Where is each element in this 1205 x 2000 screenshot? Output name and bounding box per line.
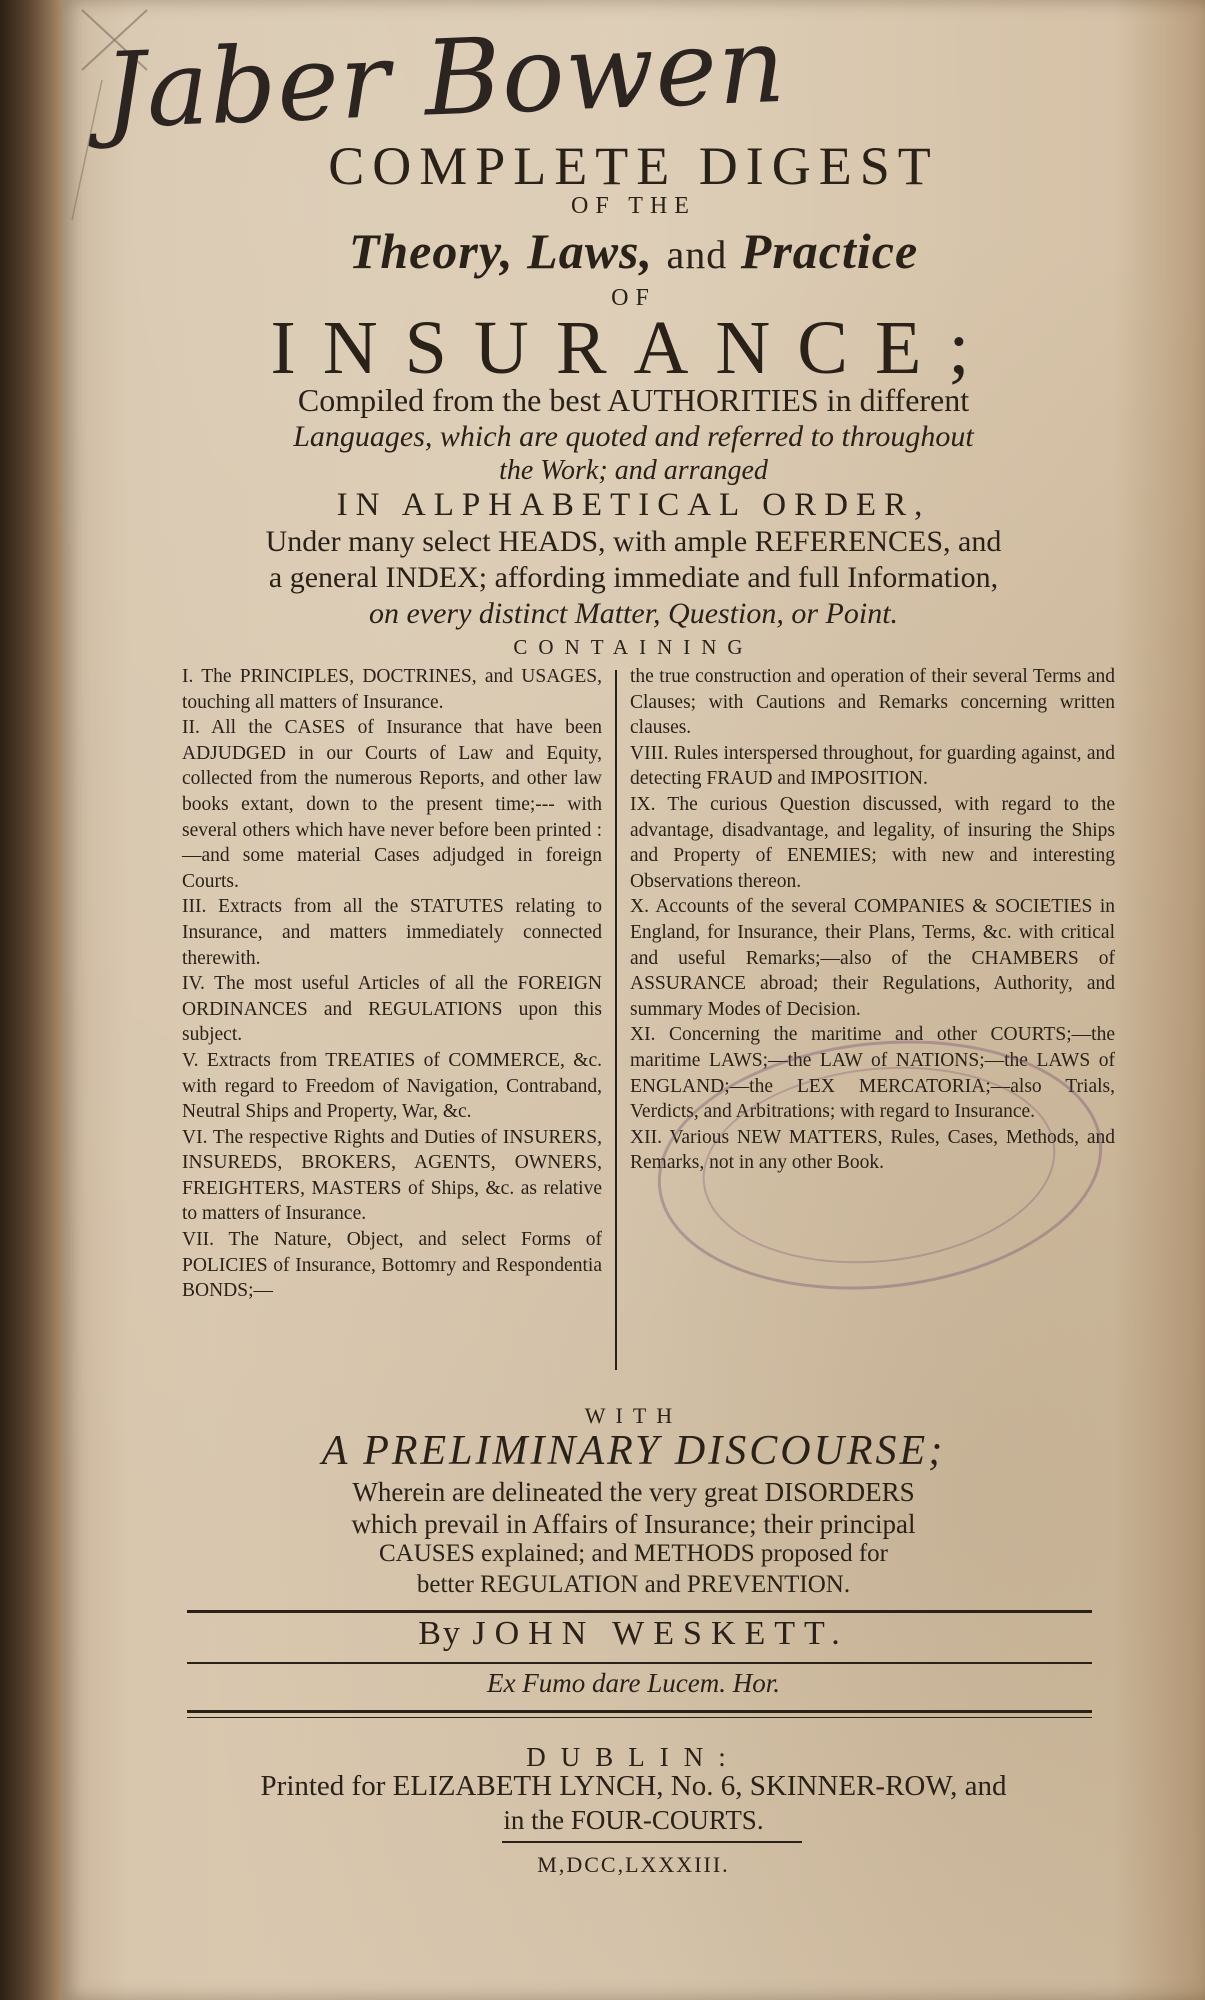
contents-columns [182, 664, 1117, 1374]
rule-above-imprint-thin [187, 1717, 1092, 1718]
contents-item: VI. The respective Rights and Duties of INSURERS, INSUREDS, BROKERS, AGENTS, OWNERS, FREIGHTERS, MASTERS of Ships, &c. as relative to matters of Insurance. [182, 1126, 602, 1225]
book-spine-edge [0, 0, 62, 2000]
title-and: and [666, 232, 728, 277]
title-line-complete-digest: COMPLETE DIGEST [328, 136, 939, 196]
contents-item: XI. Concerning the maritime and other COURTS;—the maritime LAWS;—the LAW of NATIONS;—the LAWS of ENGLAND;—the LEX MERCATORIA;—also Trials, Verdicts, and Arbitrations; with regard to Insurance. [630, 1024, 1115, 1123]
column-divider [615, 670, 617, 1370]
title-line-of: OF [611, 285, 656, 311]
contents-item: X. Accounts of the several COMPANIES & SOCIETIES in England, for Insurance, their Plans, Terms, &c. with critical and useful Remarks;—also of the CHAMBERS of ASSURANCE abroad; their Regulations, Authority, and summary Modes of Decision. [630, 896, 1115, 1020]
title-practice: Practice [740, 223, 919, 279]
subtitle-alphabetical-order: IN ALPHABETICAL ORDER, [336, 487, 931, 523]
contents-right-column [630, 664, 1115, 1176]
discourse-line: which prevail in Affairs of Insurance; their principal [351, 1509, 916, 1539]
with-heading: WITH [584, 1403, 683, 1428]
subtitle-every-matter: on every distinct Matter, Question, or Point. [368, 597, 899, 630]
title-line-of-the: OF THE [571, 193, 696, 219]
contents-item: III. Extracts from all the STATUTES relating to Insurance, and matters immediately connected therewith. [182, 896, 602, 969]
rule-above-date [502, 1841, 802, 1843]
discourse-line: Wherein are delineated the very great DISORDERS [352, 1477, 915, 1507]
author-line [62, 1615, 1205, 1653]
contents-item: VIII. Rules interspersed throughout, for guarding against, and detecting FRAUD and IMPOSITION. [630, 742, 1115, 790]
rule-below-author [187, 1662, 1092, 1664]
preliminary-discourse-heading: A PRELIMINARY DISCOURSE; [321, 1428, 946, 1474]
subtitle-under-heads: Under many select HEADS, with ample REFERENCES, and [265, 525, 1002, 558]
subtitle-compiled: Compiled from the best AUTHORITIES in different [297, 382, 970, 418]
contents-item: II. All the CASES of Insurance that have been ADJUDGED in our Courts of Law and Equity, collected from the numerous Reports, and other law books extant, down to the present time;--- with several others which have never before been printed :—and some material Cases adjudged in foreign Courts. [182, 717, 602, 892]
author-name: JOHN WESKETT. [472, 1615, 849, 1652]
contents-item: IX. The curious Question discussed, with regard to the advantage, disadvantage, and legality, of insuring the Ships and Property of ENEMIES; with new and interesting Observations thereon. [630, 793, 1115, 892]
contents-item: XII. Various NEW MATTERS, Rules, Cases, Methods, and Remarks, not in any other Book. [630, 1126, 1115, 1174]
imprint-four-courts: in the FOUR-COURTS. [503, 1805, 764, 1835]
contents-left-column [182, 664, 602, 1304]
motto: Ex Fumo dare Lucem. Hor. [487, 1668, 780, 1698]
contents-item: IV. The most useful Articles of all the FOREIGN ORDINANCES and REGULATIONS upon this subject. [182, 973, 602, 1046]
imprint-printed-for: Printed for ELIZABETH LYNCH, No. 6, SKINNER-ROW, and [260, 1770, 1007, 1802]
contents-item: the true construction and operation of their several Terms and Clauses; with Cautions and Remarks concerning written clauses. [630, 666, 1115, 739]
title-page [62, 0, 1205, 2000]
rule-above-author [187, 1610, 1092, 1613]
owner-signature: Jaber Bowen [101, 3, 789, 152]
contents-item: V. Extracts from TREATIES of COMMERCE, &c. with regard to Freedom of Navigation, Contraband, Neutral Ships and Property, War, &c. [182, 1049, 602, 1123]
title-line-theory-laws-practice [62, 222, 1205, 280]
contents-item: VII. The Nature, Object, and select Forms of POLICIES of Insurance, Bottomry and Respondentia BONDS;— [182, 1229, 602, 1302]
rule-above-imprint [187, 1710, 1092, 1713]
imprint-date: M,DCC,LXXXIII. [537, 1852, 730, 1877]
author-by: By [418, 1615, 462, 1652]
subtitle-work: the Work; and arranged [499, 455, 768, 486]
discourse-line: CAUSES explained; and METHODS proposed for [379, 1540, 888, 1567]
subtitle-general-index: a general INDEX; affording immediate and full Information, [268, 561, 999, 594]
title-line-insurance: INSURANCE; [270, 306, 997, 390]
imprint-city: DUBLIN: [526, 1742, 741, 1772]
contents-item: I. The PRINCIPLES, DOCTRINES, and USAGES, touching all matters of Insurance. [182, 666, 602, 713]
discourse-line: better REGULATION and PREVENTION. [416, 1571, 851, 1598]
subtitle-languages: Languages, which are quoted and referred to throughout [293, 420, 974, 453]
containing-heading: CONTAINING [513, 635, 754, 659]
title-theory-laws: Theory, Laws, [348, 223, 654, 279]
